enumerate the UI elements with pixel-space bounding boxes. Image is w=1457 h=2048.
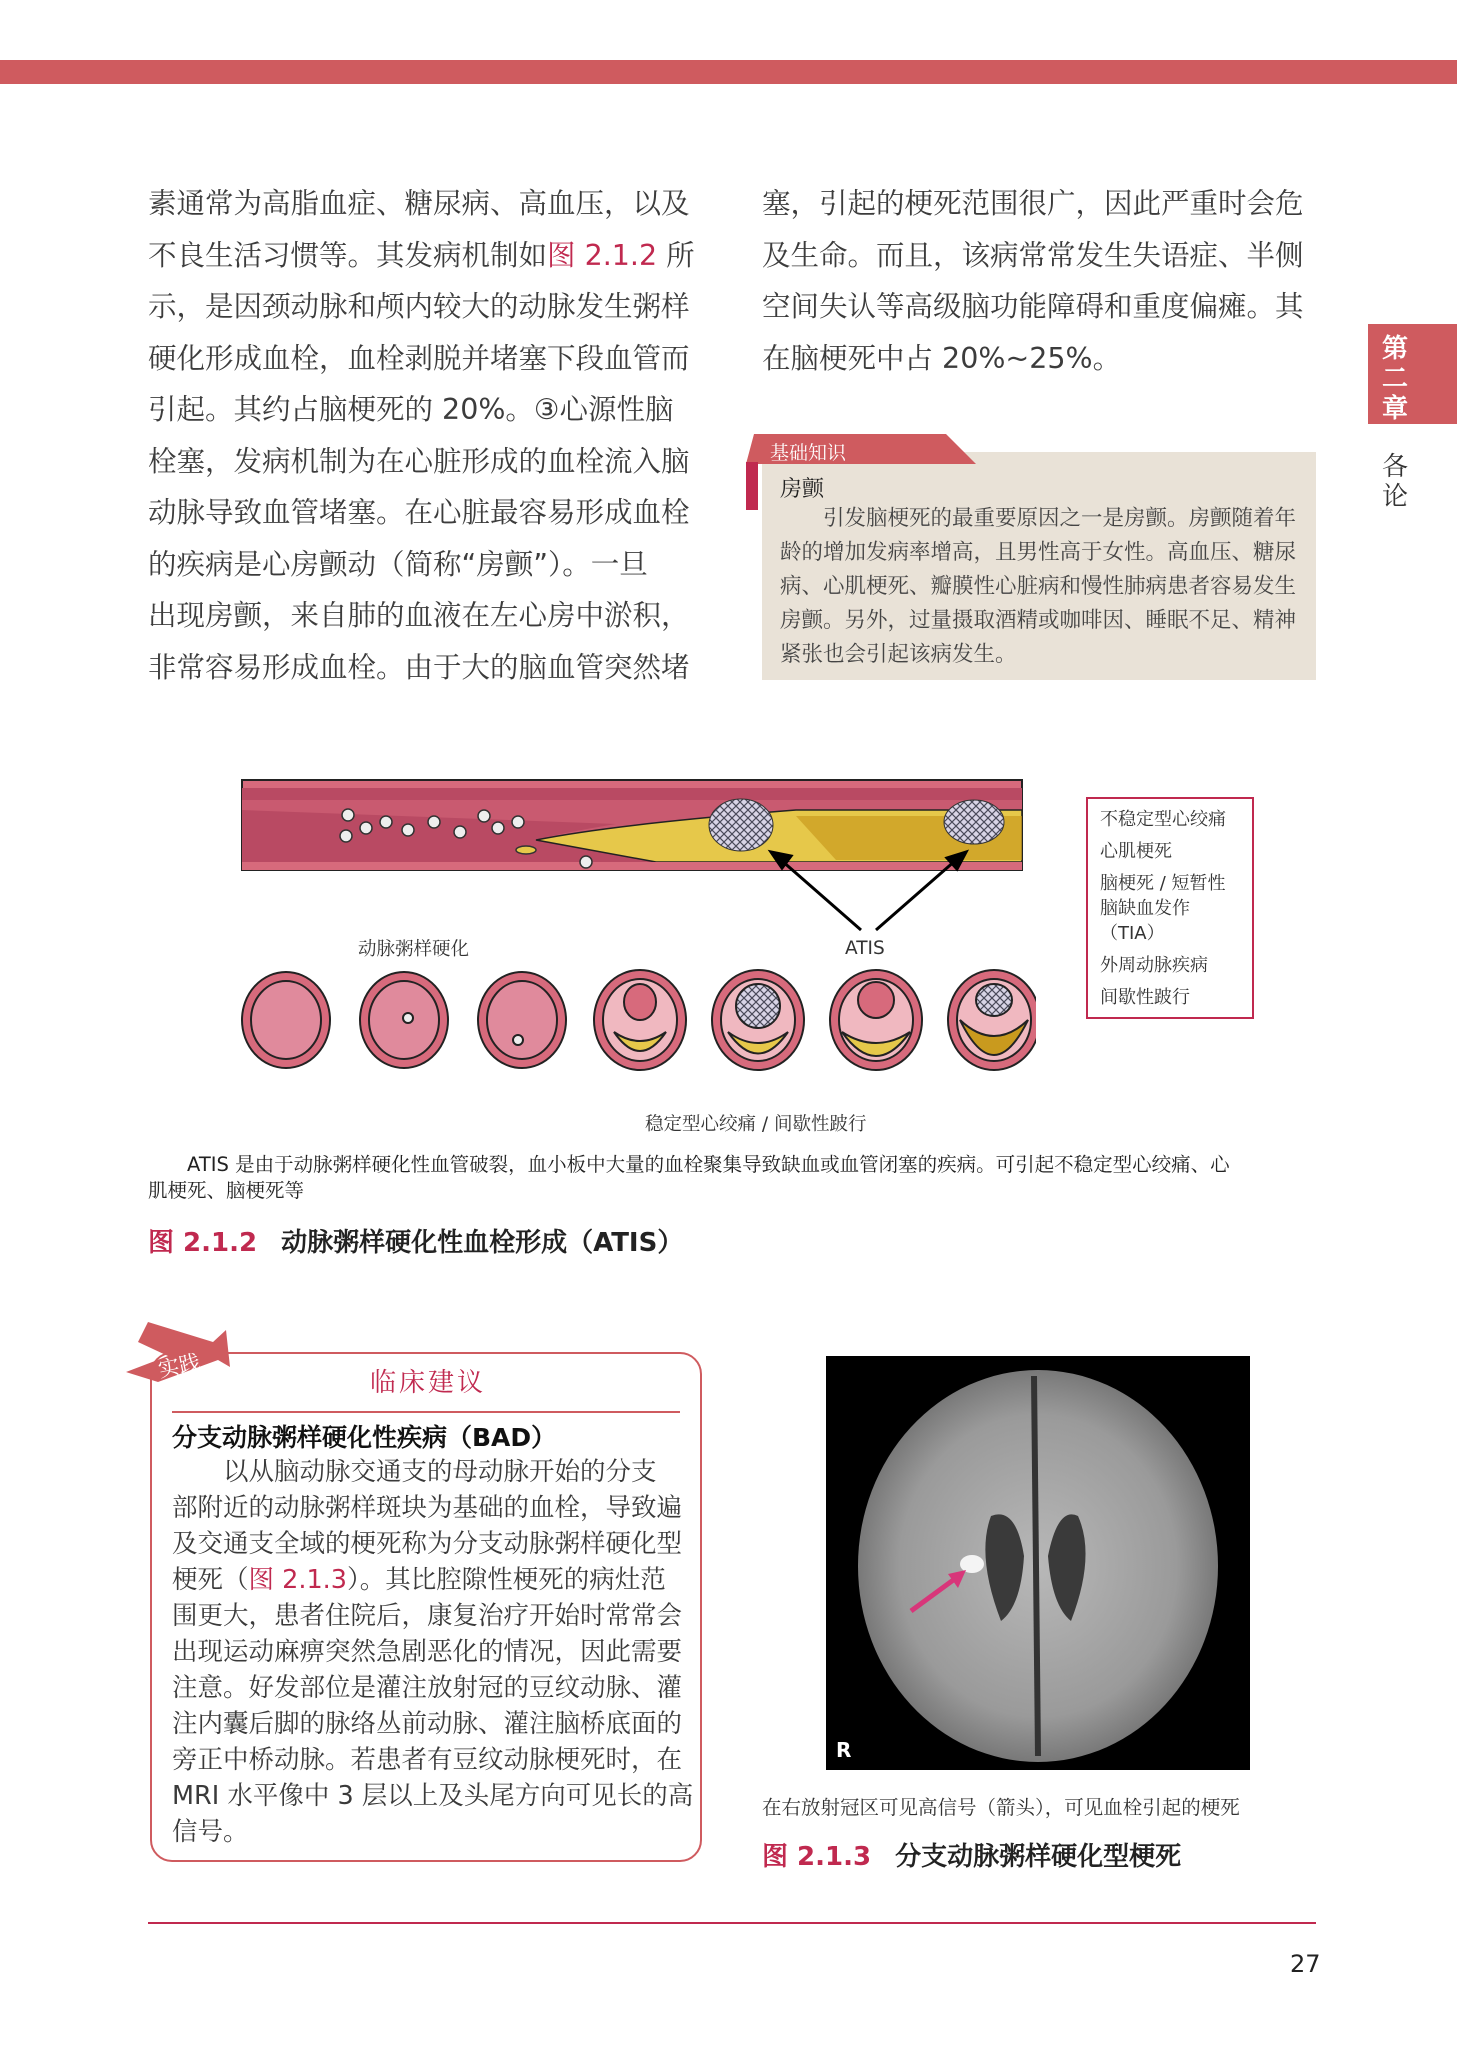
text-line: 以从脑动脉交通支的母动脉开始的分支 [172, 1457, 657, 1487]
text-line: 不良生活习惯等。其发病机制如图 2.1.2 所 [148, 238, 695, 272]
text-line: 动脉导致血管堵塞。在心脏最容易形成血栓 [148, 496, 690, 529]
figure-title [148, 1222, 683, 1259]
page-number: 27 [1290, 1950, 1321, 1978]
knowledge-body [780, 502, 1304, 672]
caption-line: ATIS 是由于动脉粥样硬化性血管破裂，血小板中大量的血栓聚集导致缺血或血管闭塞的疾病。可引起不稳定型心绞痛、心 [148, 1153, 1230, 1176]
mri-brain-image [826, 1356, 1250, 1770]
figure-title-text: 分支动脉粥样硬化型梗死 [895, 1842, 1182, 1872]
atis-label: ATIS [845, 938, 885, 959]
text-line: 旁正中桥动脉。若患者有豆纹动脉梗死时，在 [172, 1745, 683, 1775]
text-line: 房颤。另外，过量摄取酒精或咖啡因、睡眠不足、精神 [780, 608, 1297, 633]
text-line: 出现运动麻痹突然急剧恶化的情况，因此需要 [172, 1637, 683, 1667]
text-line: 示，是因颈动脉和颅内较大的动脉发生粥样 [148, 290, 690, 323]
footer-divider [148, 1922, 1316, 1924]
disease-legend [1086, 797, 1254, 1019]
figure-ref-link[interactable]: 图 2.1.3 [248, 1565, 348, 1595]
text-line: 硬化形成血栓，血栓剥脱并堵塞下段血管而 [148, 341, 690, 375]
clinical-advice-header: 临床建议 [370, 1368, 487, 1398]
figure-title [762, 1836, 1181, 1873]
text-line: 出现房颤，来自肺的血液在左心房中淤积， [148, 599, 690, 632]
figure-title-text: 动脉粥样硬化性血栓形成（ATIS） [281, 1228, 684, 1258]
longitudinal-vessel [242, 780, 1022, 870]
text-line: 病、心肌梗死、瓣膜性心脏病和慢性肺病患者容易发生 [780, 574, 1297, 599]
legend-item: 间歇性跛行 [1100, 987, 1190, 1008]
legend-item: 不稳定型心绞痛 [1100, 809, 1226, 830]
chapter-subtitle: 各论 [1381, 452, 1408, 512]
clinical-header-divider [172, 1411, 680, 1413]
text-line: 信号。 [172, 1817, 249, 1847]
atis-vessel-illustration [236, 770, 1036, 1110]
text-line: 及生命。而且，该病常常发生失语症、半侧 [762, 238, 1304, 272]
text-line: 塞，引起的梗死范围很广，因此严重时会危 [762, 187, 1304, 220]
knowledge-accent-bar [746, 462, 758, 510]
top-color-bar [0, 60, 1457, 84]
clinical-title: 分支动脉粥样硬化性疾病（BAD） [172, 1423, 557, 1452]
text-line: 的疾病是心房颤动（简称“房颤”）。一旦 [148, 547, 648, 581]
text-line: MRI 水平像中 3 层以上及头尾方向可见长的高 [172, 1781, 694, 1811]
mri-caption: 在右放射冠区可见高信号（箭头），可见血栓引起的梗死 [762, 1796, 1240, 1819]
text-line: 部附近的动脉粥样斑块为基础的血栓，导致遍 [172, 1493, 683, 1523]
knowledge-title: 房颤 [780, 477, 825, 502]
figure-number: 图 2.1.2 [148, 1228, 258, 1258]
right-text-column [762, 178, 1322, 384]
text-line: 龄的增加发病率增高，且男性高于女性。高血压、糖尿 [780, 540, 1297, 565]
caption-line: 肌梗死、脑梗死等 [148, 1179, 305, 1202]
mri-scan [826, 1356, 1250, 1770]
figure-number: 图 2.1.3 [762, 1842, 872, 1872]
legend-item: 外周动脉疾病 [1100, 955, 1208, 976]
practice-tag-label: 实践 [156, 1349, 203, 1383]
text-line: 引起。其约占脑梗死的 20%。③心源性脑 [148, 393, 674, 426]
legend-item: 脑梗死 / 短暂性脑缺血发作（TIA） [1100, 873, 1226, 944]
stable-angina-label: 稳定型心绞痛 / 间歇性跛行 [645, 1114, 867, 1135]
text-line: 围更大，患者住院后，康复治疗开始时常常会 [172, 1601, 683, 1631]
cross-sections [242, 970, 1036, 1070]
text-line: 栓塞，发病机制为在心脏形成的血栓流入脑 [148, 444, 690, 478]
figure-caption-body [148, 1152, 1318, 1204]
text-line: 及交通支全域的梗死称为分支动脉粥样硬化型 [172, 1529, 683, 1559]
text-line: 非常容易形成血栓。由于大的脑血管突然堵 [148, 650, 690, 684]
atherosclerosis-label: 动脉粥样硬化 [358, 939, 470, 960]
text-line: 引发脑梗死的最重要原因之一是房颤。房颤随着年 [780, 506, 1297, 531]
text-line: 在脑梗死中占 20%~25%。 [762, 341, 1122, 375]
chapter-title: 第二章 [1381, 334, 1408, 424]
text-line: 紧张也会引起该病发生。 [780, 642, 1017, 667]
text-line: 空间失认等高级脑功能障碍和重度偏瘫。其 [762, 290, 1304, 323]
text-line: 注内囊后脚的脉络丛前动脉、灌注脑桥底面的 [172, 1709, 683, 1739]
knowledge-tag-label: 基础知识 [770, 442, 847, 464]
left-text-column [148, 178, 708, 693]
text-line: 素通常为高脂血症、糖尿病、高血压，以及 [148, 187, 690, 220]
clinical-body [172, 1454, 694, 1850]
figure-ref-link[interactable]: 图 2.1.2 [547, 238, 658, 272]
legend-item: 心肌梗死 [1100, 841, 1172, 862]
text-line: 梗死（图 2.1.3）。其比腔隙性梗死的病灶范 [172, 1565, 666, 1595]
mri-side-marker: R [836, 1738, 852, 1762]
text-line: 注意。好发部位是灌注放射冠的豆纹动脉、灌 [172, 1673, 683, 1703]
